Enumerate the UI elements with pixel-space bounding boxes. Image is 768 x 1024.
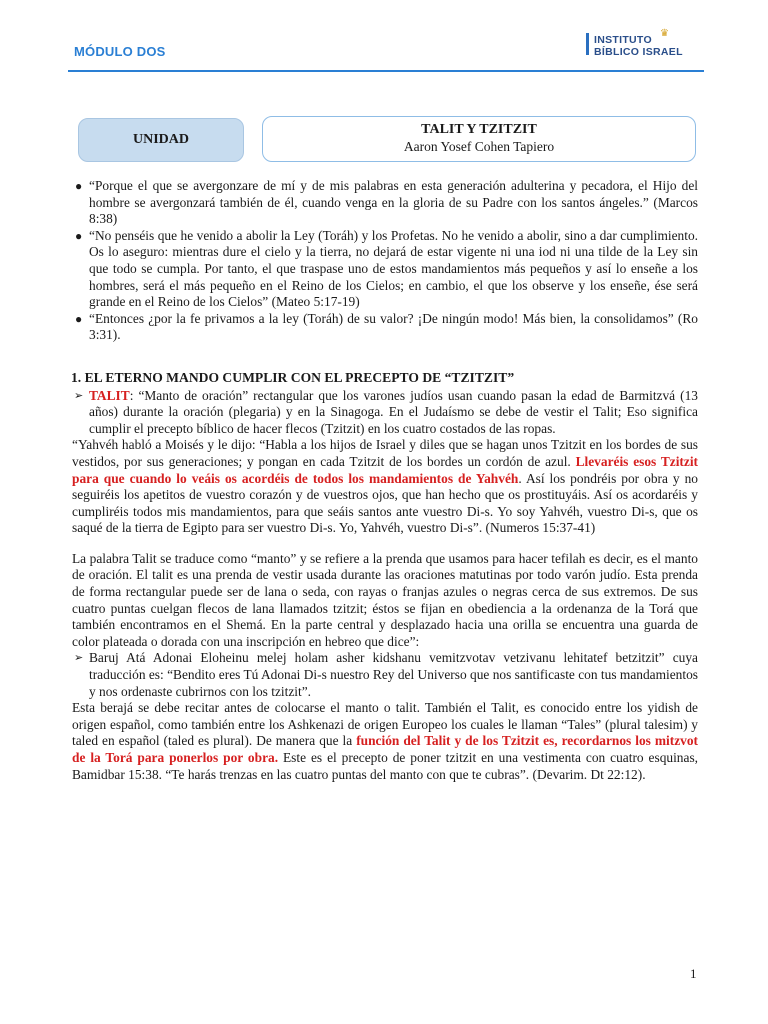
spacer (72, 537, 698, 551)
beraja-paragraph: Esta berajá se debe recitar antes de colocarse el manto o talit. También el Talit, es conocido entre los yidish de origen español, como también entre los Ashkenazi de origen Europeo los cuales le llaman “Tales” (plural talesim) y taled en español (taled es plural). De manera que la función del Talit y de los Tzitzit es, recordarnos los mitzvot de la Torá para ponerlos por obra. Este es el precepto de poner tzitzit en una vestimenta con cuatro esquinas, Bamidbar 15:38. “Te harás trenzas en las cuatro puntas del manto con que te cubras”. (Devarim. Dt 22:12). (72, 700, 699, 782)
list-item: ● “Entonces ¿por la fe privamos a la ley (Toráh) de su valor? ¡De ningún modo! Más bien, la consolidamos” (Ro 3:31). (75, 310, 698, 343)
page-number: 1 (690, 966, 697, 981)
module-header: MÓDULO DOS (74, 44, 166, 59)
talit-paragraph: La palabra Talit se traduce como “manto” y se refiere a la prenda que usamos para hacer tefilah es decir, es el manto de oración. El talit es una prenda de vestir usada durante las oraciones matutinas por todo varón judío. Esta prenda de forma rectangular puede ser de lana o seda, con rayas o franjas azules o negras cerca de sus extremos. De sus cuatro puntas cuelgan flecos de lana llamados tzitzit; éstos se fijan en obediencia a la ordenanza de la Torá que también encontramos en el Shemá. En la parte central y desplazado hacia una orilla se encuentra una guarda de color plateada o dorada con una inscripción en hebreo que dice”: (72, 550, 698, 649)
header-divider (68, 70, 704, 72)
blessing-item: ➢ Baruj Atá Adonai Eloheinu melej holam asher kidshanu vemitzvotav vetzivanu lehitatef betzitzit” cuya traducción es: “Bendito eres Tú Adonai Di-s nuestro Rey del Universo que nos santificaste con tus mandamientos y nos ordenaste cubrirnos con los tzitzit”. (74, 650, 698, 699)
arrow-bullet-icon: ➢ (74, 388, 84, 402)
unit-box: UNIDAD (78, 118, 244, 162)
content (72, 178, 698, 783)
list-item: ● “No penséis que he venido a abolir la Ley (Toráh) y los Profetas. No he venido a abolir, sino a dar cumplimiento. Os lo aseguro: mientras dure el cielo y la tierra, no dejará de estar vigente ni una iod ni una tilde de la Ley sin que todo se cumpla. Por tanto, el que traspase uno de estos mandamientos más pequeños y así lo enseñe a los hombres, será el más pequeño en el Reino de los Cielos; en cambio, el que los observe y los enseñe, ése será grande en el Reino de los Cielos” (Mateo 5:17-19) (75, 227, 698, 310)
logo-line2: BÍBLICO ISRAEL (594, 46, 683, 58)
logo-line1: INSTITUTO (594, 34, 652, 46)
document-author: Aaron Yosef Cohen Tapiero (403, 139, 555, 154)
title-box (262, 116, 696, 162)
logo-bar (586, 33, 589, 55)
numbers-quote: “Yahvéh habló a Moisés y le dijo: “Habla a los hijos de Israel y diles que se hagan unos Tzitzit en los bordes de sus vestidos, por sus generaciones; y pongan en cada Tzitzit de los bordes un cordón de azul. Llevaréis esos Tzitzit para que cuando lo veáis os acordéis de todos los mandamientos de Yahvéh. Así los pondréis por obra y no seguiréis los apetitos de vuestro corazón y de vuestros ojos, que han hecho que os prostituyáis. Así os acordaréis y cumpliréis todos mis mandamientos, para que seáis santos ante vuestro Di-s. Yo soy Yahvéh, vuestro Di-s, que os saqué de la tierra de Egipto para ser vuestro Di-s. Yo, Yahvéh, vuestro Di-s”. (Numeros 15:37-41) (72, 437, 698, 536)
arrow-bullet-icon: ➢ (74, 651, 84, 665)
highlight-red: función del Talit y de los Tzitzit es, recordarnos los mitzvot de la Torá para ponerlos por obra. (72, 733, 699, 765)
bullet-icon: ● (75, 311, 83, 326)
document-title: TALIT Y TZITZIT (421, 122, 537, 137)
logo (580, 28, 708, 60)
quote-list (72, 178, 698, 344)
crown-icon: ♛ (660, 28, 669, 39)
talit-term: TALIT (89, 387, 130, 403)
bullet-icon: ● (75, 228, 83, 243)
highlight-red: Llevaréis esos Tzitzit para que cuando lo veáis os acordéis de todos los mandamientos de Yahvéh (72, 453, 698, 486)
list-item: ● “Porque el que se avergonzare de mí y de mis palabras en esta generación adulterina y pecadora, el Hijo del hombre se avergonzará también de él, cuando venga en la gloria de su Padre con los santos ángeles.” (Marcos 8:38) (75, 178, 698, 227)
talit-definition: ➢ TALIT: “Manto de oración” rectangular que los varones judíos usan cuando pasan la edad de Barmitzvá (13 años) durante la oración (plegaria) y en la Sinagoga. En el Judaísmo se debe de vestir el Talit; Eso significa cumplir el precepto bíblico de hacer flecos (Tzitzit) en los cuatro costados de las ropas. (74, 387, 698, 436)
section-title: 1. EL ETERNO MANDO CUMPLIR CON EL PRECEPTO DE “TZITZIT” (71, 369, 515, 385)
bullet-icon: ● (75, 179, 83, 193)
